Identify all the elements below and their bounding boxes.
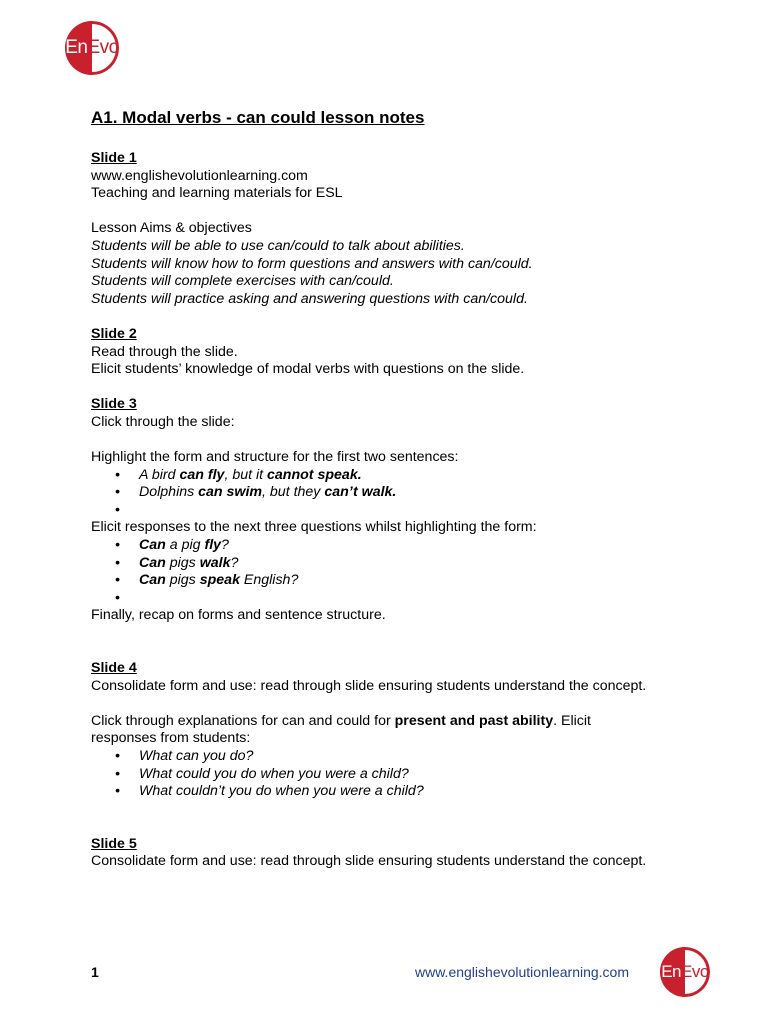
list-item: • Can pigs speak English? — [91, 572, 651, 590]
slide4-heading: Slide 4 — [91, 660, 137, 677]
list-item-empty — [91, 590, 651, 608]
slide3-finally: Finally, recap on forms and sentence structure. — [91, 607, 386, 624]
list-item: • What couldn’t you do when you were a child? — [91, 783, 651, 801]
slide4-click: Click through explanations for can and could for present and past ability. Elicit responses from students: — [91, 712, 591, 747]
slide4-consolidate: Consolidate form and use: read through slide ensuring students understand the concept. — [91, 677, 647, 694]
list-item: • Dolphins can swim, but they can’t walk. — [91, 484, 651, 502]
page-title: A1. Modal verbs - can could lesson notes — [91, 108, 425, 127]
slide5-heading: Slide 5 — [91, 835, 137, 852]
list-item: • Can pigs walk? — [91, 555, 651, 573]
slide3-elicit: Elicit responses to the next three questions whilst highlighting the form: — [91, 519, 537, 536]
logo-en-text: En — [65, 37, 88, 58]
aim-item: Students will be able to use can/could to talk about abilities. — [91, 237, 465, 254]
logo-evo-text: Evo — [681, 962, 709, 981]
aim-item: Students will complete exercises with can/could. — [91, 273, 394, 290]
slide5-consolidate: Consolidate form and use: read through slide ensuring students understand the concept. — [91, 853, 647, 870]
questions-list — [91, 537, 651, 607]
slide2-line2: Elicit students’ knowledge of modal verbs with questions on the slide. — [91, 361, 525, 378]
list-item: • What can you do? — [91, 748, 651, 766]
list-item-empty — [91, 502, 651, 520]
slide2-line1: Read through the slide. — [91, 343, 238, 360]
list-item: • Can a pig fly? — [91, 537, 651, 555]
list-item: • A bird can fly, but it cannot speak. — [91, 467, 651, 485]
example-sentences-list — [91, 467, 651, 520]
slide3-highlight: Highlight the form and structure for the first two sentences: — [91, 449, 459, 466]
aim-item: Students will practice asking and answering questions with can/could. — [91, 290, 528, 307]
enevo-logo-footer — [660, 947, 710, 997]
slide3-heading: Slide 3 — [91, 396, 137, 413]
slide3-intro: Click through the slide: — [91, 413, 235, 430]
document-body — [91, 108, 651, 871]
slide2-heading: Slide 2 — [91, 325, 137, 342]
slide1-url: www.englishevolutionlearning.com — [91, 167, 308, 184]
page-number: 1 — [91, 964, 99, 980]
slide1-heading: Slide 1 — [91, 150, 137, 166]
ability-questions-list — [91, 748, 651, 801]
logo-evo-text: Evo — [87, 37, 119, 58]
enevo-logo — [65, 21, 119, 75]
aims-heading: Lesson Aims & objectives — [91, 220, 252, 237]
list-item: • What could you do when you were a child? — [91, 766, 651, 784]
footer-url-link[interactable]: www.englishevolutionlearning.com — [415, 964, 630, 980]
slide1-tagline: Teaching and learning materials for ESL — [91, 185, 343, 202]
logo-en-text: En — [661, 962, 681, 981]
aim-item: Students will know how to form questions and answers with can/could. — [91, 255, 533, 272]
